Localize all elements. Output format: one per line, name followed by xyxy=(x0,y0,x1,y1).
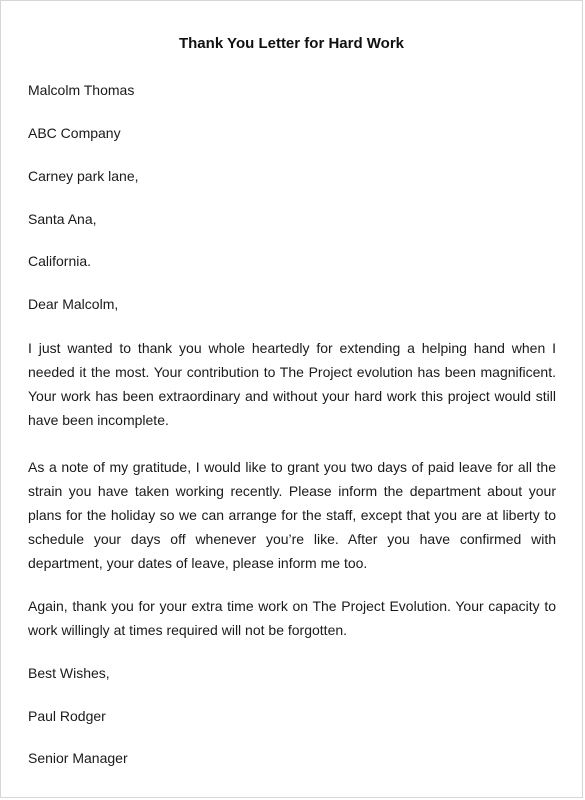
recipient-name: Malcolm Thomas xyxy=(28,82,135,98)
recipient-city: Santa Ana, xyxy=(28,211,97,227)
salutation: Dear Malcolm, xyxy=(28,296,119,312)
closing: Best Wishes, xyxy=(28,665,110,681)
recipient-state: California. xyxy=(28,253,92,269)
body-paragraph-1: I just wanted to thank you whole heartedly for extending a helping hand when I needed it the most. Your contribution to The Project evolution has been magnificent. Your work has been extraordinary and without your hard work this project would still have been incomplete. xyxy=(28,340,556,428)
signer-title: Senior Manager xyxy=(28,750,128,766)
recipient-company: ABC Company xyxy=(28,125,121,141)
recipient-street: Carney park lane, xyxy=(28,168,139,184)
body-paragraph-2: As a note of my gratitude, I would like to grant you two days of paid leave for all the strain you have taken working recently. Please inform the department about your plans for the holiday so we can arrange for the staff, except that you are at liberty to schedule your days off whenever you’re like. After you have confirmed with department, your dates of leave, please inform me too. xyxy=(28,459,556,571)
signer-name: Paul Rodger xyxy=(28,708,106,724)
body-paragraph-3: Again, thank you for your extra time work on The Project Evolution. Your capacity to work willingly at times required will not be forgotten. xyxy=(28,598,556,638)
letter-title: Thank You Letter for Hard Work xyxy=(178,35,405,52)
